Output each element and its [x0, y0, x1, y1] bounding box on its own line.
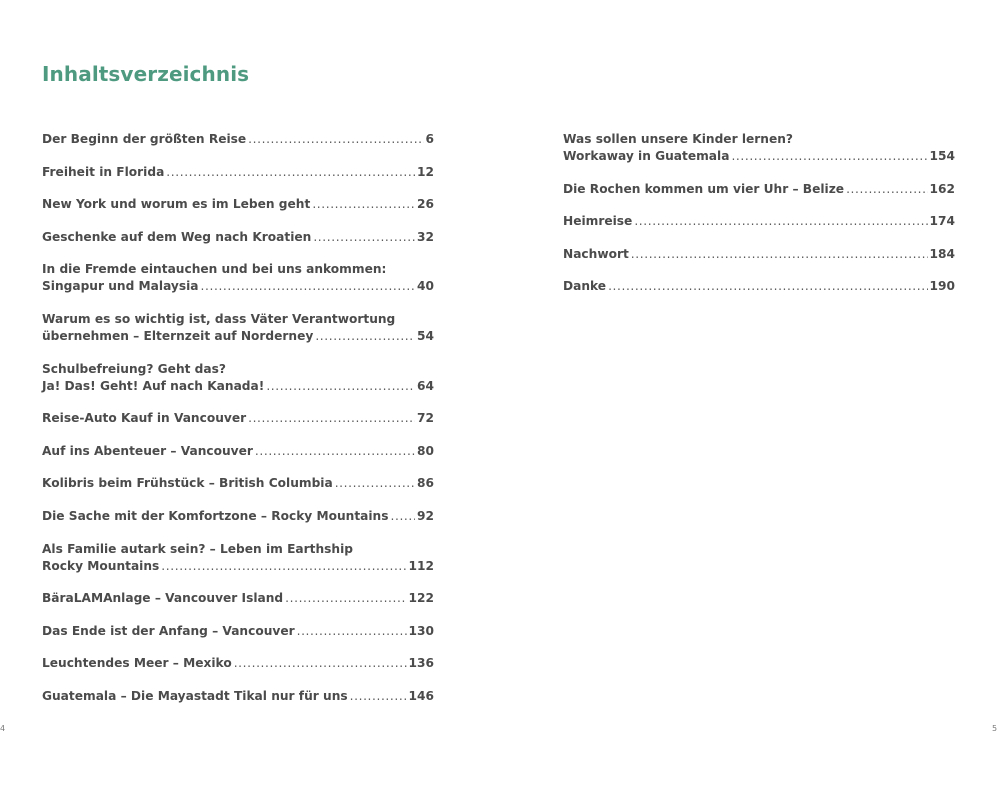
toc-entry[interactable]	[42, 261, 434, 295]
toc-entry[interactable]	[42, 655, 434, 672]
toc-entry-row	[563, 213, 955, 230]
toc-entry-title: Reise-Auto Kauf in Vancouver	[42, 411, 247, 426]
toc-entry-title: übernehmen – Elternzeit auf Norderney	[42, 328, 314, 343]
toc-entry-row	[42, 623, 434, 640]
toc-entry[interactable]	[42, 311, 434, 345]
toc-entry-title: Danke	[563, 279, 607, 294]
toc-entry[interactable]	[42, 688, 434, 705]
dot-leader	[248, 410, 415, 427]
dot-leader	[315, 328, 415, 345]
toc-page-number: 80	[417, 443, 434, 458]
toc-page-number: 122	[408, 591, 434, 606]
toc-entry[interactable]	[42, 623, 434, 640]
toc-entry[interactable]	[563, 213, 955, 230]
toc-page-number: 130	[408, 623, 434, 638]
toc-entry-row	[42, 590, 434, 607]
toc-entry-title: Kolibris beim Frühstück – British Columbia	[42, 476, 333, 491]
toc-entry-title: Nachwort	[563, 246, 629, 261]
toc-entry[interactable]	[42, 164, 434, 181]
toc-entry-title: Ja! Das! Geht! Auf nach Kanada!	[42, 378, 265, 393]
page-number-left: 4	[0, 724, 6, 733]
toc-entry-title: Leuchtendes Meer – Mexiko	[42, 656, 232, 671]
toc-entry-title-line: Schulbefreiung? Geht das?	[42, 361, 226, 376]
toc-page-number: 6	[425, 132, 434, 146]
toc-entry-row	[42, 655, 434, 672]
toc-entry-row	[42, 475, 434, 492]
dot-leader	[166, 164, 415, 181]
dot-leader	[297, 623, 407, 640]
toc-page-number: 86	[417, 476, 434, 491]
toc-entry-title: Die Rochen kommen um vier Uhr – Belize	[563, 181, 845, 196]
dot-leader	[350, 688, 407, 705]
dot-leader	[313, 229, 415, 246]
toc-entry-title-line: Warum es so wichtig ist, dass Väter Verantwortung	[42, 311, 396, 326]
toc-page-number: 112	[408, 558, 434, 573]
page-number-right: 5	[992, 724, 998, 733]
toc-entry[interactable]	[42, 131, 434, 148]
toc-page-number: 26	[417, 197, 434, 212]
toc-entry-title-line: Was sollen unsere Kinder lernen?	[563, 132, 793, 146]
toc-entry-title: Die Sache mit der Komfortzone – Rocky Mountains	[42, 508, 389, 523]
toc-entry-row	[42, 164, 434, 181]
toc-entry-title: Das Ende ist der Anfang – Vancouver	[42, 623, 295, 638]
toc-left-column	[42, 131, 434, 721]
toc-entry-row	[563, 181, 955, 198]
toc-entry-row	[42, 558, 434, 575]
toc-entry-row	[42, 131, 434, 148]
dot-leader	[312, 196, 415, 213]
dot-leader	[391, 508, 416, 525]
toc-page-number: 184	[929, 246, 955, 261]
toc-entry[interactable]	[563, 246, 955, 263]
toc-entry[interactable]	[42, 443, 434, 460]
toc-entry-title: Geschenke auf dem Weg nach Kroatien	[42, 229, 312, 244]
toc-entry-row	[42, 229, 434, 246]
toc-entry-title-line: Als Familie autark sein? – Leben im Earthship	[42, 541, 353, 556]
toc-page-number: 162	[929, 181, 955, 196]
toc-entry-row	[563, 148, 955, 165]
toc-entry-title: Guatemala – Die Mayastadt Tikal nur für uns	[42, 688, 348, 703]
toc-entry-title: Auf ins Abenteuer – Vancouver	[42, 443, 253, 458]
toc-entry-title: Workaway in Guatemala	[563, 149, 730, 163]
toc-page-number: 72	[417, 411, 434, 426]
toc-page-number: 32	[417, 229, 434, 244]
toc-entry-row	[563, 278, 955, 295]
toc-page-number: 12	[417, 164, 434, 179]
dot-leader	[234, 655, 407, 672]
toc-entry-row	[42, 508, 434, 525]
toc-entry-row	[42, 688, 434, 705]
toc-entry[interactable]	[42, 361, 434, 395]
toc-entry[interactable]	[563, 278, 955, 295]
toc-entry[interactable]	[42, 508, 434, 525]
toc-page-number: 92	[417, 508, 434, 523]
dot-leader	[846, 181, 927, 198]
dot-leader	[608, 278, 927, 295]
toc-entry[interactable]	[563, 131, 955, 165]
toc-entry-row	[42, 378, 434, 395]
toc-page-number: 64	[417, 378, 434, 393]
toc-entry-title: Singapur und Malaysia	[42, 279, 199, 294]
toc-entry-title: BäraLAMAnlage – Vancouver Island	[42, 591, 284, 606]
toc-entry-row	[42, 196, 434, 213]
toc-entry[interactable]	[42, 541, 434, 575]
toc-entry[interactable]	[42, 410, 434, 427]
toc-page-number: 136	[408, 656, 434, 671]
toc-page-number: 174	[929, 214, 955, 229]
toc-entry-title: Heimreise	[563, 214, 633, 229]
toc-entry-title: New York und worum es im Leben geht	[42, 197, 311, 212]
toc-entry[interactable]	[42, 590, 434, 607]
dot-leader	[255, 443, 415, 460]
toc-entry[interactable]	[42, 475, 434, 492]
toc-entry-row	[42, 328, 434, 345]
dot-leader	[731, 148, 927, 165]
toc-entry-title: Rocky Mountains	[42, 558, 160, 573]
dot-leader	[335, 475, 415, 492]
page-title: Inhaltsverzeichnis	[42, 62, 250, 86]
dot-leader	[201, 278, 415, 295]
dot-leader	[634, 213, 927, 230]
toc-right-column	[563, 131, 955, 311]
toc-entry-title: Der Beginn der größten Reise	[42, 132, 247, 146]
toc-entry-row	[563, 246, 955, 263]
toc-entry-row	[42, 410, 434, 427]
toc-entry[interactable]	[42, 196, 434, 213]
toc-entry-row	[42, 443, 434, 460]
toc-entry[interactable]	[42, 229, 434, 246]
dot-leader	[285, 590, 406, 607]
toc-page-number: 190	[929, 279, 955, 294]
toc-entry-title: Freiheit in Florida	[42, 164, 165, 179]
toc-page-number: 54	[417, 328, 434, 343]
toc-entry-title-line: In die Fremde eintauchen und bei uns ankommen:	[42, 262, 387, 277]
toc-page-number: 154	[929, 149, 955, 163]
dot-leader	[631, 246, 928, 263]
toc-entry-row	[42, 278, 434, 295]
dot-leader	[161, 558, 406, 575]
dot-leader	[248, 131, 423, 148]
toc-entry[interactable]	[563, 181, 955, 198]
toc-page-number: 40	[417, 279, 434, 294]
dot-leader	[266, 378, 415, 395]
toc-page-number: 146	[408, 688, 434, 703]
